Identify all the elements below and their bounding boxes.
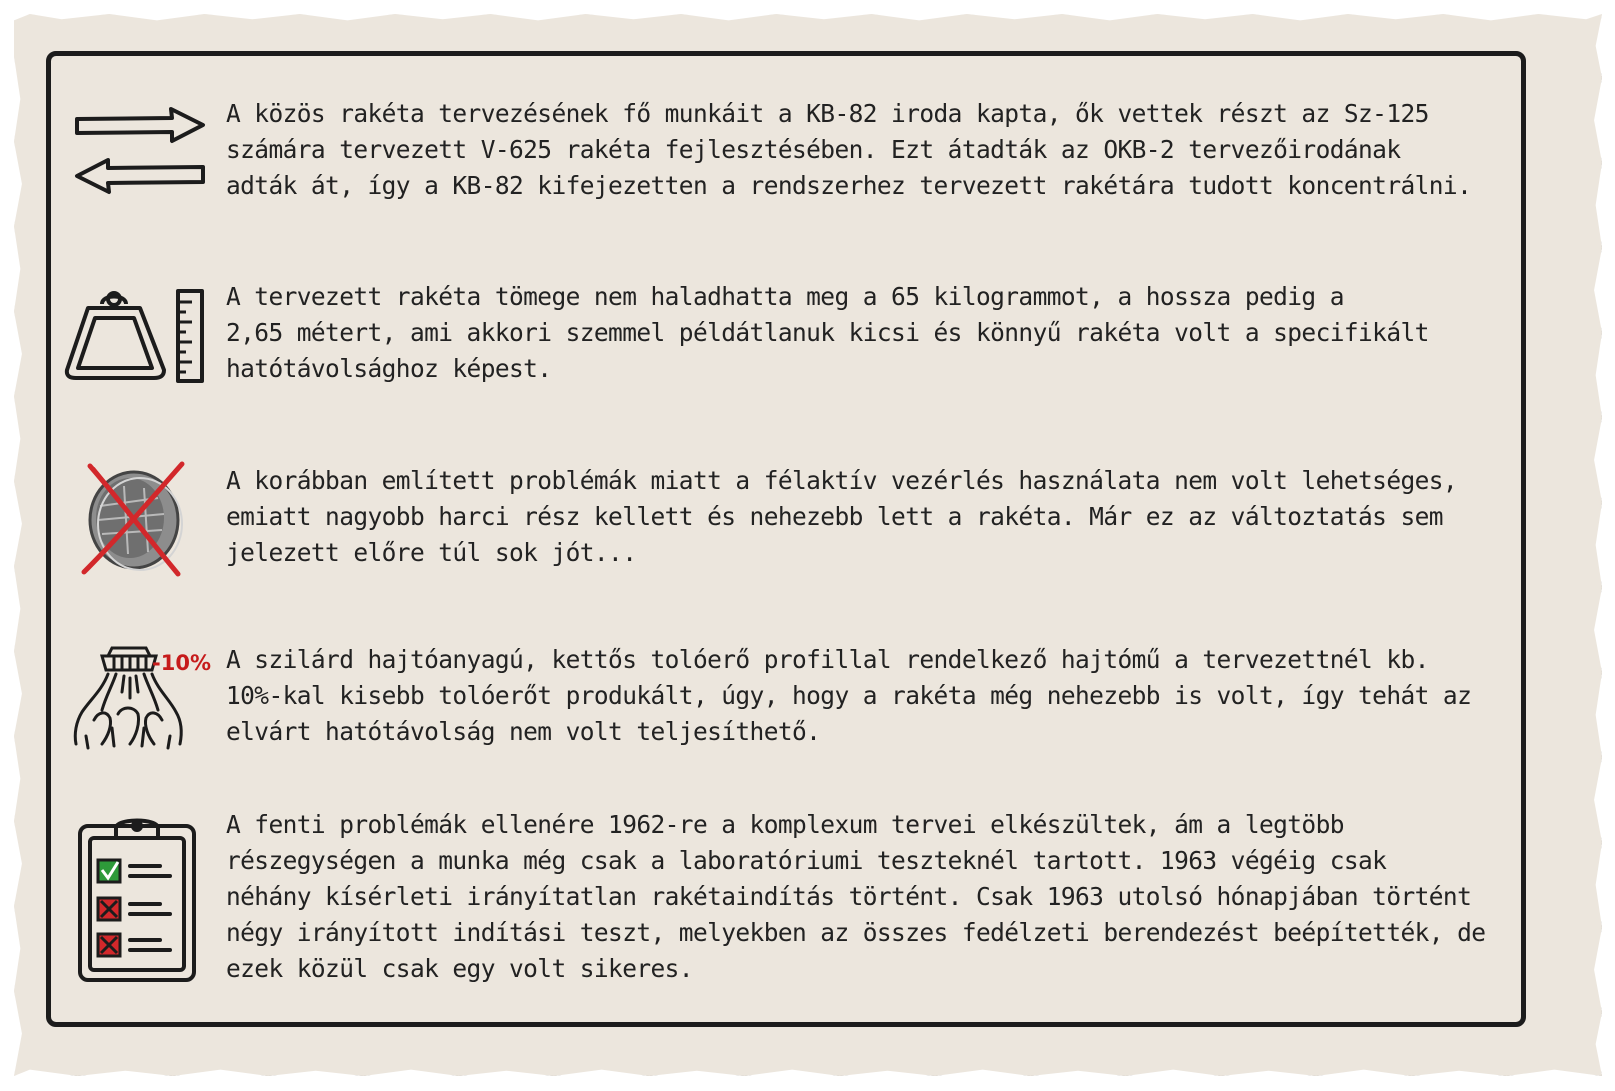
- text-line: számára tervezett V-625 rakéta fejlesztésében. Ezt átadták az OKB-2 tervezőirodának: [226, 135, 1401, 164]
- text-line: A korábban említett problémák miatt a félaktív vezérlés használata nem volt lehetséges,: [226, 466, 1458, 495]
- crossed-out-seeker-icon: [78, 458, 190, 580]
- text-line: A tervezett rakéta tömege nem haladhatta meg a 65 kilogrammot, a hossza pedig a: [226, 282, 1344, 311]
- text-line: A szilárd hajtóanyagú, kettős tolóerő profillal rendelkező hajtómű a tervezettnél kb.: [226, 645, 1429, 674]
- text-line: emiatt nagyobb harci rész kellett és nehezebb lett a rakéta. Már ez az változtatás sem: [226, 502, 1443, 531]
- text-line: 2,65 métert, ami akkori szemmel példátlanuk kicsi és könnyű rakéta volt a specifikált: [226, 318, 1429, 347]
- text-line: 10%-kal kisebb tolóerőt produkált, úgy, hogy a rakéta még nehezebb is volt, így tehát az: [226, 681, 1472, 710]
- text-line: hatótávolsághoz képest.: [226, 354, 552, 383]
- text-line: elvárt hatótávolság nem volt teljesíthető.: [226, 717, 821, 746]
- text-line: A fenti problémák ellenére 1962-re a komplexum tervei elkészültek, ám a legtöbb: [226, 810, 1344, 839]
- test-checklist-icon: [76, 812, 200, 984]
- section-text-5: [226, 807, 1516, 987]
- text-line: néhány kísérleti irányítatlan rakétaindítás történt. Csak 1963 utolsó hónapjában történt: [226, 882, 1472, 911]
- exchange-arrows-icon: [72, 104, 208, 196]
- text-line: részegységen a munka még csak a laboratóriumi teszteknél tartott. 1963 végéig csak: [226, 846, 1387, 875]
- section-text-4: [226, 642, 1516, 750]
- thrust-reduction-label: -10%: [152, 651, 211, 675]
- section-text-1: [226, 96, 1516, 204]
- text-line: ezek közül csak egy volt sikeres.: [226, 954, 693, 983]
- section-text-2: [226, 279, 1516, 387]
- text-line: A közös rakéta tervezésének fő munkáit a KB-82 iroda kapta, ők vettek részt az Sz-125: [226, 99, 1429, 128]
- section-text-3: [226, 463, 1516, 571]
- text-line: négy irányított indítási teszt, melyekben az összes fedélzeti berendezést beépítették, de: [226, 918, 1486, 947]
- text-line: jelezett előre túl sok jót...: [226, 538, 637, 567]
- rocket-motor-thrust-icon: [72, 640, 218, 750]
- weight-and-ruler-icon: [64, 286, 210, 386]
- text-line: adták át, így a KB-82 kifejezetten a rendszerhez tervezett rakétára tudott koncentrálni.: [226, 171, 1472, 200]
